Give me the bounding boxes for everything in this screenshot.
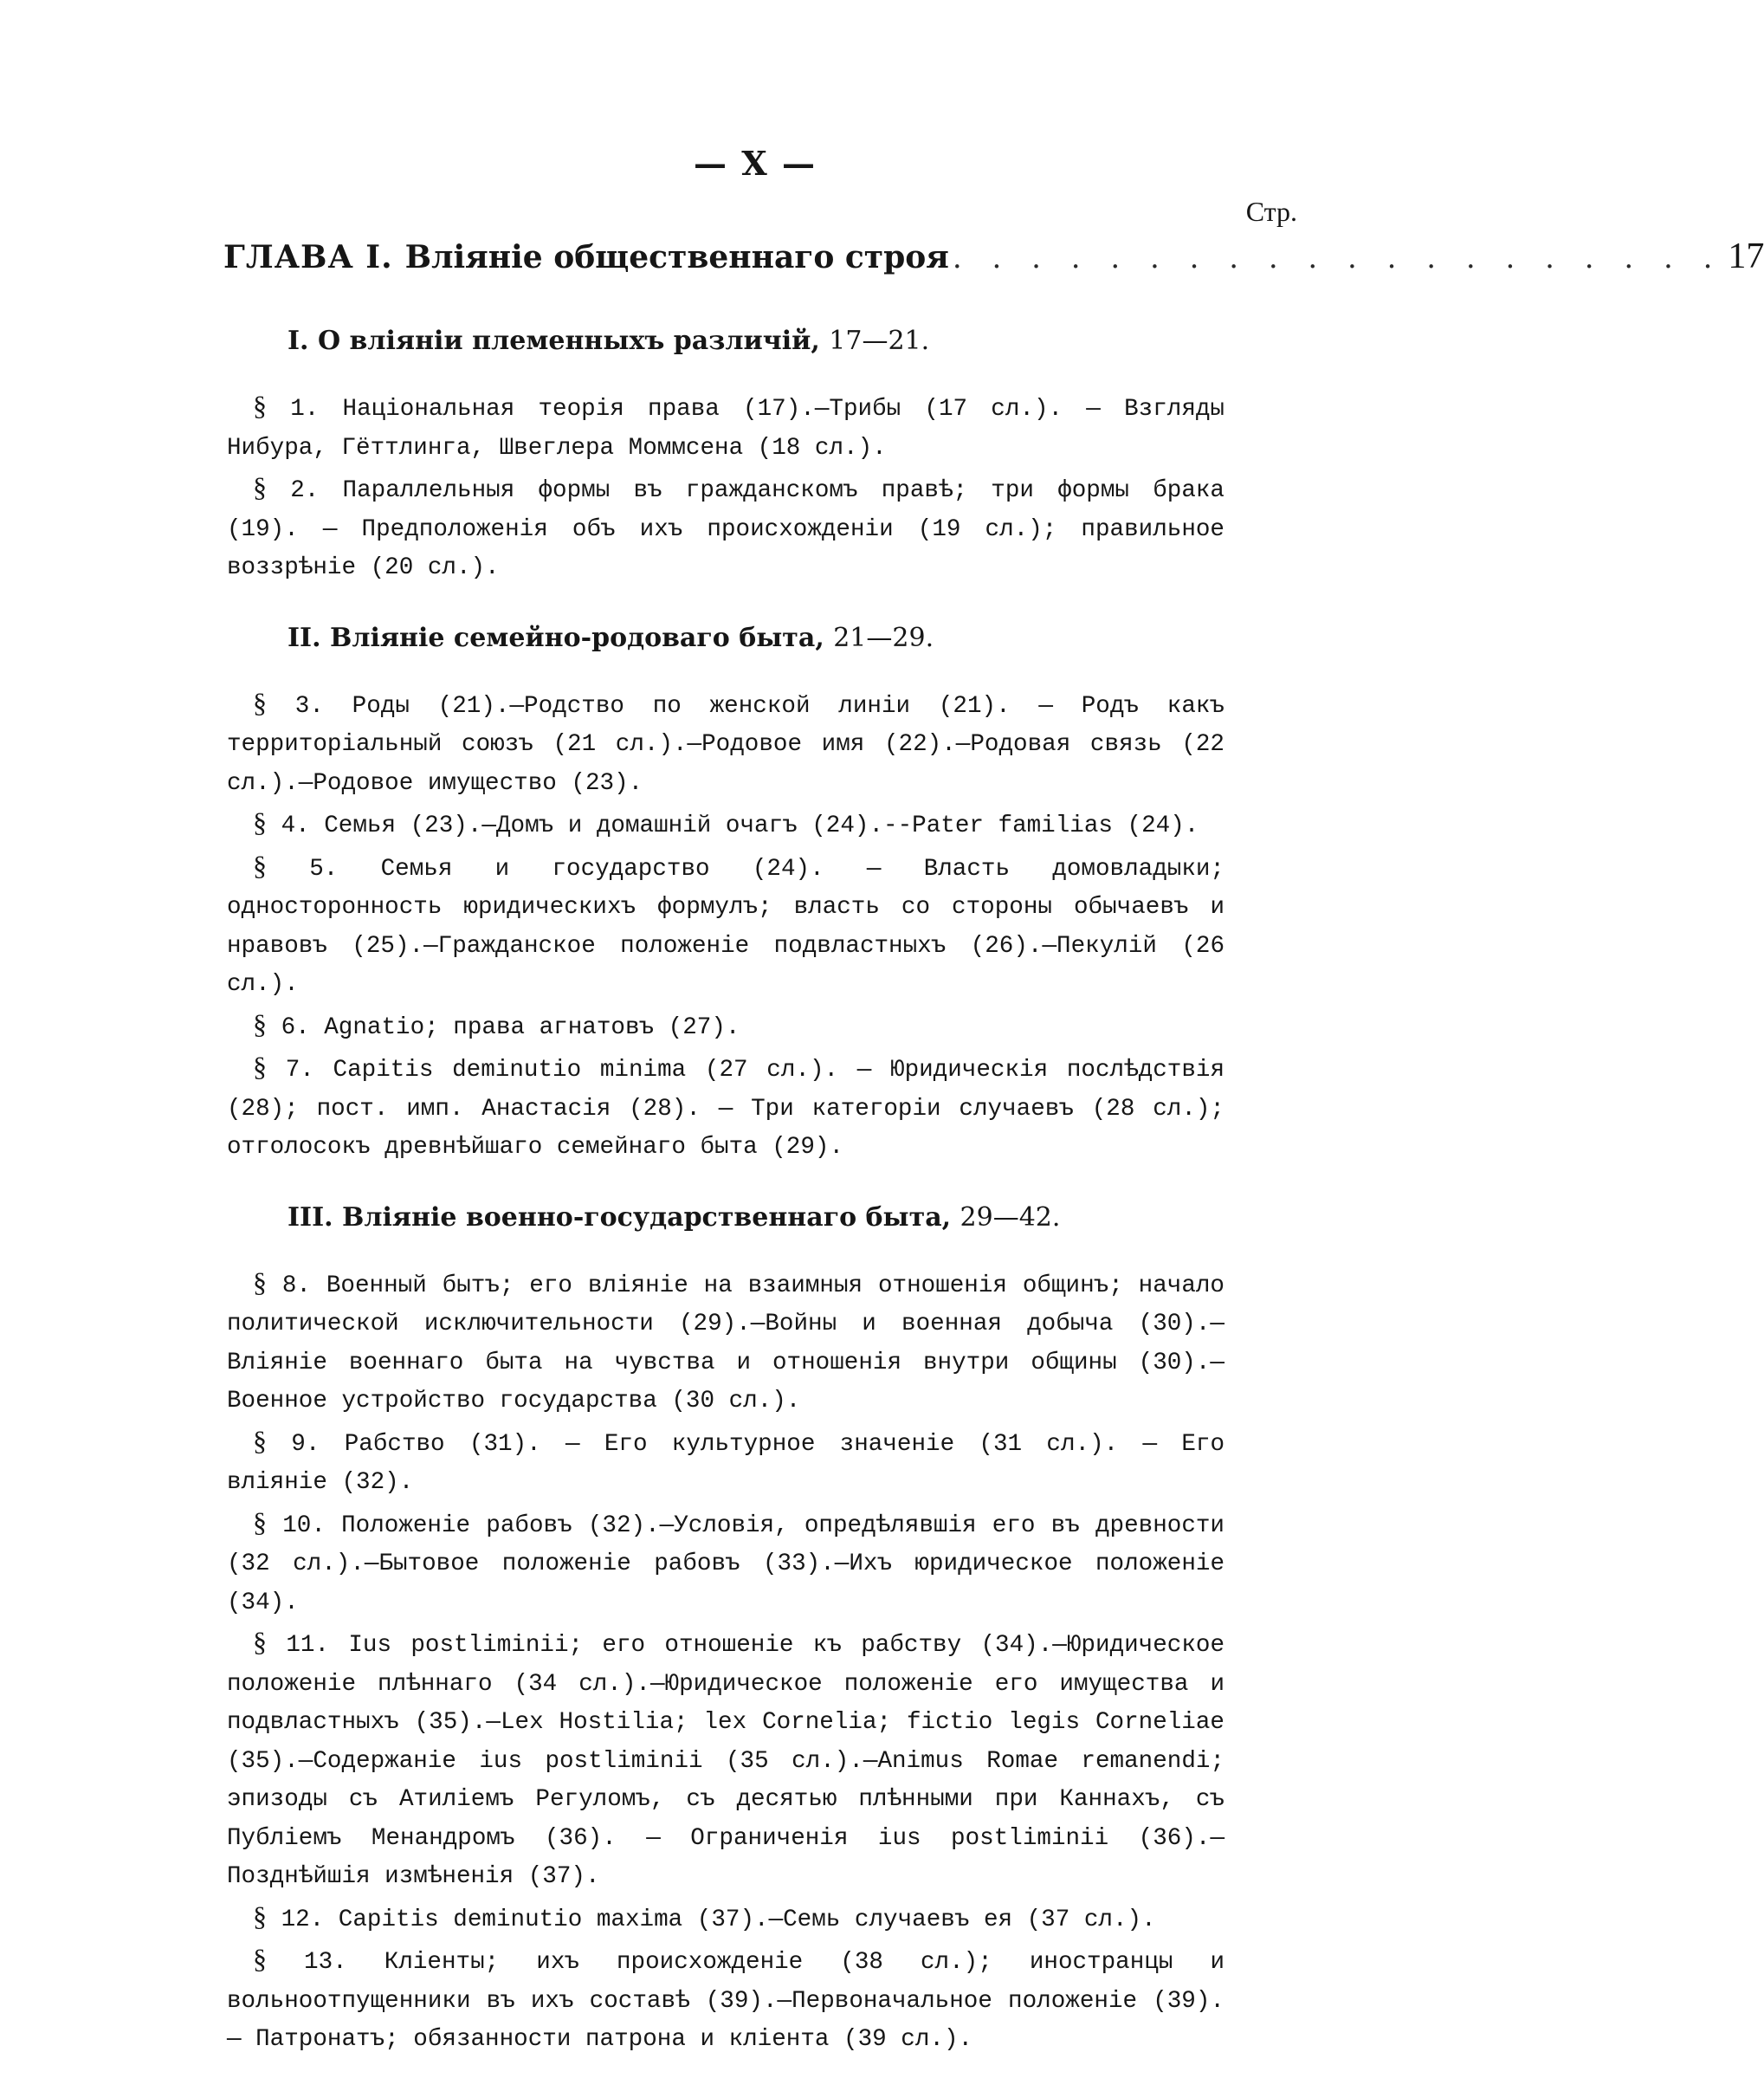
section-sign: § [253, 1505, 267, 1538]
section-sign: § [253, 390, 267, 421]
chapter-title: Вліяніе общественнаго строя [404, 239, 949, 275]
section-sign: § [253, 686, 267, 718]
section-1 [227, 322, 1224, 588]
paragraph-text: 3. Роды (21).—Родство по женской линіи (21). — Родъ какъ территоріальный союзъ (21 сл.).—Родовое имя (22).—Родовая связь (22 сл.).—Родовое имущество (23). [227, 692, 1224, 797]
paragraph-text: 12. Capitis deminutio maxima (37).—Семь случаевъ ея (37 сл.). [281, 1906, 1156, 1933]
paragraph-4 [227, 803, 1224, 846]
section-sign: § [253, 1943, 267, 1974]
paragraph-text: 2. Параллельныя формы въ гражданскомъ правѣ; три формы брака (19). — Предположенія объ ихъ происхожденіи (19 сл.); правильное воззрѣніе (20 сл.). [227, 477, 1224, 581]
paragraph-text: 10. Положеніе рабовъ (32).—Условія, опредѣлявшія его въ древности (32 сл.).—Бытовое положеніе рабовъ (33).—Ихъ юридическое положеніе (34). [227, 1512, 1224, 1616]
section-pages: 29—42. [960, 1201, 1061, 1233]
paragraph-1 [227, 386, 1224, 468]
paragraph-13 [227, 1939, 1224, 2060]
section-sign: § [253, 1424, 267, 1456]
section-sign: § [253, 806, 267, 838]
paragraph-text: 6. Agnatio; права агнатовъ (27). [281, 1013, 740, 1041]
section-sign: § [253, 1900, 267, 1932]
paragraph-5 [227, 846, 1224, 1005]
section-numeral: III. [288, 1201, 333, 1233]
section-sign: § [253, 471, 267, 502]
section-pages: 21—29. [833, 622, 934, 653]
leader-dots: . . . . . . . . . . . . . . . . . . . . [952, 241, 1723, 275]
paragraph-text: 9. Рабство (31). — Его культурное значеніе (31 сл.). — Его вліяніе (32). [227, 1430, 1225, 1496]
pages-column-label: Стр. [1245, 196, 1297, 227]
section-sign: § [253, 1007, 267, 1039]
section-sign: § [253, 1266, 267, 1298]
table-of-contents [227, 322, 1224, 2091]
section-numeral: I. [288, 326, 309, 356]
section-heading [227, 619, 1224, 657]
paragraph-text: 5. Семья и государство (24). — Власть домовладыки; односторонность юридическихъ формулъ; власть со стороны обычаевъ и нравовъ (25).—Гражданское положеніе подвластныхъ (26).—Пекулій (26 сл.). [227, 855, 1224, 998]
paragraph-text: 8. Военный бытъ; его вліяніе на взаимныя отношенія общинъ; начало политической исключительности (29).—Войны и военная добыча (30).—Вліяніе военнаго быта на чувства и отношенія внутри общины (30).—Военное устройство государства (30 сл.). [227, 1272, 1224, 1414]
section-pages: 17—21. [829, 326, 930, 356]
paragraph-text: 4. Семья (23).—Домъ и домашній очагъ (24).--Pater familias (24). [281, 812, 1199, 839]
section-2 [227, 619, 1224, 1168]
paragraph-text: 1. Національная теорія права (17).—Трибы (17 сл.). — Взгляды Нибура, Гёттлинга, Швеглера Моммсена (18 сл.). [227, 396, 1224, 462]
paragraph-8 [227, 1263, 1224, 1421]
paragraph-11 [227, 1622, 1224, 1897]
paragraph-6 [227, 1005, 1224, 1048]
section-sign: § [253, 849, 267, 881]
section-heading [227, 1199, 1224, 1237]
section-title: О вліяніи племенныхъ различій, [317, 326, 820, 356]
paragraph-text: 13. Кліенты; ихъ происхожденіе (38 сл.); иностранцы и вольноотпущенники въ ихъ составѣ (39).—Первоначальное положеніе (39).— Патронатъ; обязанности патрона и кліента (39 сл.). [227, 1949, 1225, 2053]
chapter-label: ГЛАВА I. [223, 239, 393, 275]
chapter-page-number: 17 [1728, 236, 1764, 276]
section-heading [227, 322, 1224, 360]
paragraph-text: 7. Capitis deminutio minima (27 сл.). — Юридическія послѣдствія (28); пост. имп. Анастасія (28). — Три категоріи случаевъ (28 сл.); отголосокъ древнѣйшаго семейнаго быта (29). [227, 1057, 1224, 1161]
paragraph-3 [227, 683, 1224, 804]
paragraph-9 [227, 1421, 1224, 1503]
section-numeral: II. [288, 622, 321, 653]
section-sign: § [253, 1626, 267, 1657]
paragraph-2 [227, 468, 1224, 588]
paragraph-text: 11. Ius postliminii; его отношеніе къ рабству (34).—Юридическое положеніе плѣннаго (34 сл.).—Юридическое положеніе его имущества и подвластныхъ (35).—Lex Hostilia; lex Cornelia; fictio legis Corneliae (35).—Содержаніе ius postliminii (35 сл.).—Animus Romae remanendi; эпизоды съ Атиліемъ Регуломъ, съ десятью плѣнными при Каннахъ, съ Публіемъ Менандромъ (36). — Ограниченія ius postliminii (36).— Позднѣйшія измѣненія (37). [227, 1632, 1224, 1890]
page-number: — X — [694, 144, 817, 183]
section-title: Вліяніе военно-государственнаго быта, [342, 1201, 952, 1233]
paragraph-10 [227, 1503, 1224, 1623]
section-3 [227, 1199, 1224, 2060]
paragraph-12 [227, 1897, 1224, 1940]
section-title: Вліяніе семейно-родоваго быта, [329, 622, 824, 653]
chapter-heading [223, 236, 1764, 282]
paragraph-7 [227, 1047, 1224, 1168]
section-sign: § [253, 1051, 267, 1082]
